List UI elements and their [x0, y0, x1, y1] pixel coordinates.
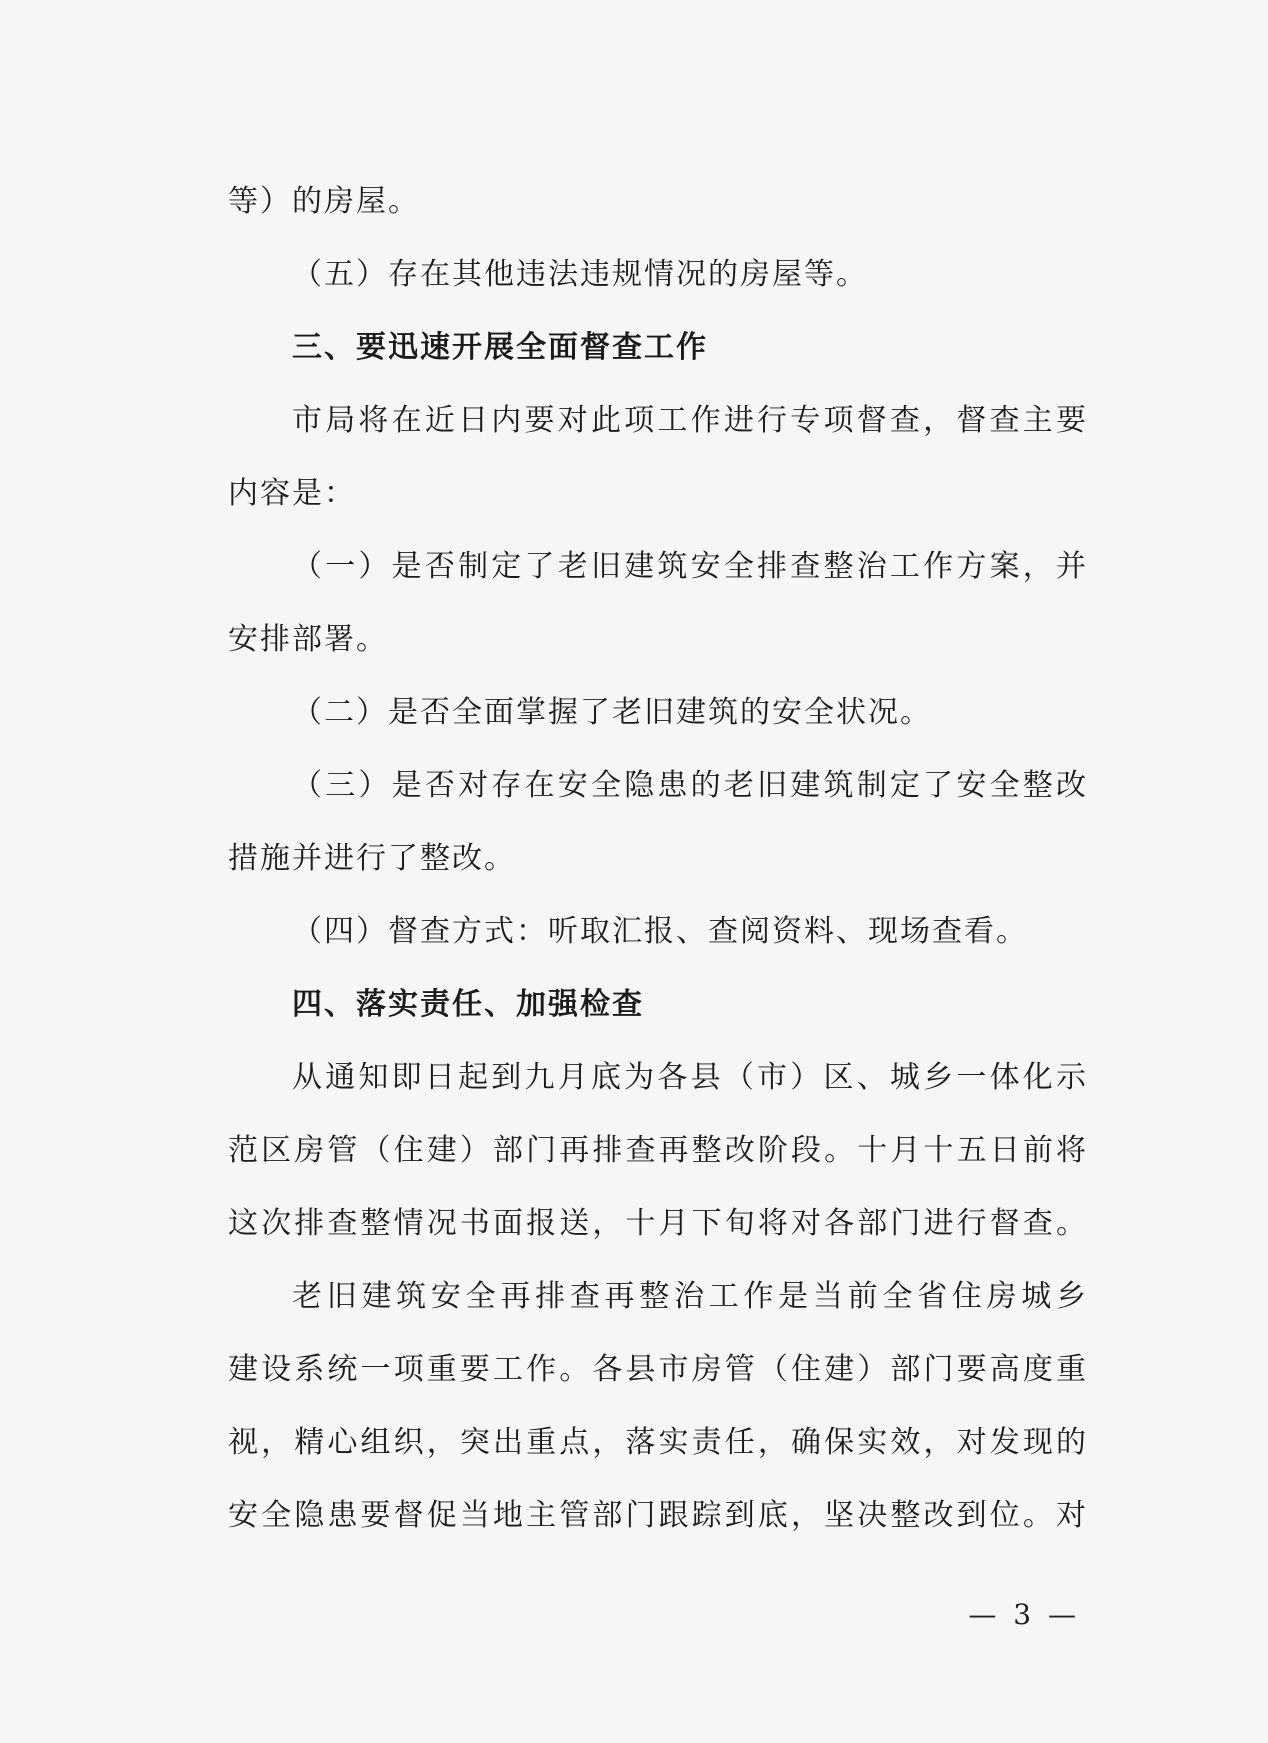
paragraph-line: 建设系统一项重要工作。各县市房管（住建）部门要高度重: [228, 1352, 1088, 1387]
paragraph-line: 这次排查整情况书面报送，十月下旬将对各部门进行督查。: [228, 1206, 1088, 1241]
paragraph-line: 范区房管（住建）部门再排查再整改阶段。十月十五日前将: [228, 1133, 1088, 1168]
list-item-one: （一）是否制定了老旧建筑安全排查整治工作方案，并: [292, 549, 1088, 584]
paragraph-line: 老旧建筑安全再排查再整治工作是当前全省住房城乡: [292, 1279, 1088, 1314]
paragraph-line: 视，精心组织，突出重点，落实责任，确保实效，对发现的: [228, 1425, 1088, 1460]
list-item-two: （二）是否全面掌握了老旧建筑的安全状况。: [292, 695, 932, 730]
document-body: [228, 165, 1088, 1552]
list-item-three-continuation: 措施并进行了整改。: [228, 841, 516, 876]
list-item-four: （四）督查方式：听取汇报、查阅资料、现场查看。: [292, 914, 1028, 949]
page-number: — 3 —: [968, 1598, 1080, 1631]
paragraph-line-continuation: 等）的房屋。: [228, 184, 420, 219]
paragraph-line: 从通知即日起到九月底为各县（市）区、城乡一体化示: [292, 1060, 1088, 1095]
paragraph-line: 安全隐患要督促当地主管部门跟踪到底，坚决整改到位。对: [228, 1498, 1088, 1533]
paragraph-line: 内容是：: [228, 476, 356, 511]
section-heading-three: 三、要迅速开展全面督查工作: [292, 330, 708, 365]
section-heading-four: 四、落实责任、加强检查: [292, 987, 644, 1022]
list-item-three: （三）是否对存在安全隐患的老旧建筑制定了安全整改: [292, 768, 1088, 803]
list-item-five: （五）存在其他违法违规情况的房屋等。: [292, 257, 868, 292]
list-item-one-continuation: 安排部署。: [228, 622, 388, 657]
paragraph-line: 市局将在近日内要对此项工作进行专项督查，督查主要: [292, 403, 1088, 438]
